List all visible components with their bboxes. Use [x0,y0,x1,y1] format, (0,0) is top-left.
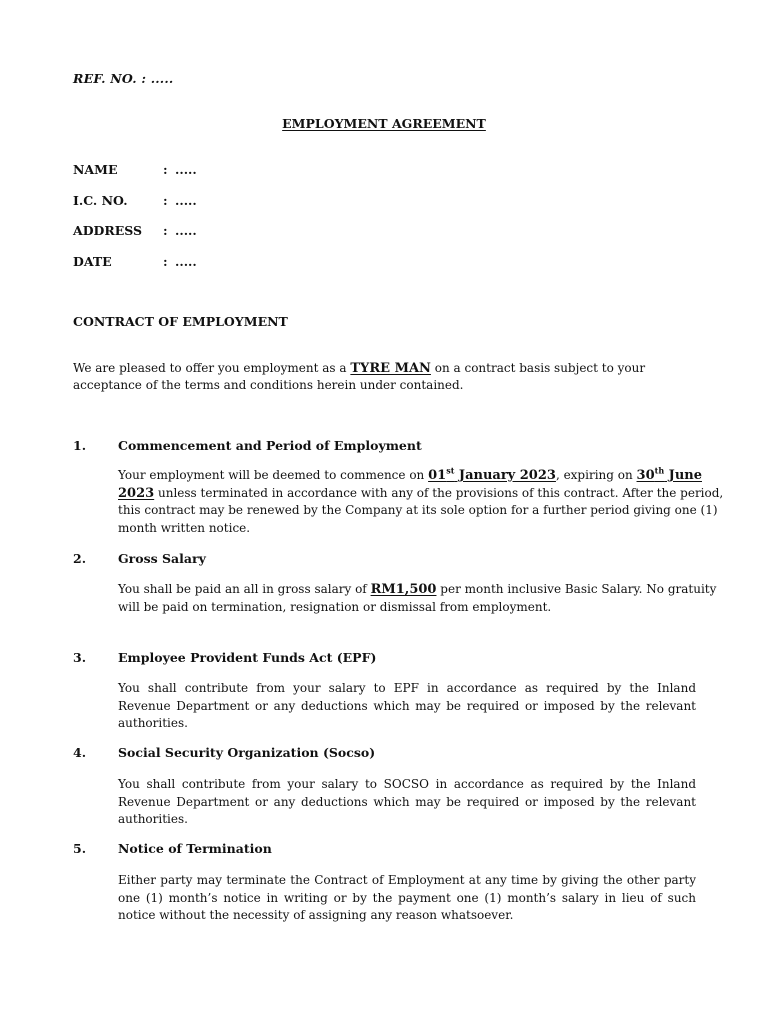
end-year: 2023 [118,485,155,501]
field-label: I.C. NO. [73,193,128,208]
paragraph-line: You shall contribute from your salary to EPF in accordance as required by the Inland [118,681,696,695]
start-month-year: January 2023 [454,468,556,483]
field-value: ..... [175,162,197,177]
start-day: 01 [428,468,447,483]
paragraph-text: , expiring on [555,468,637,482]
section-title: Commencement and Period of Employment [118,438,422,453]
field-name [73,162,197,177]
section-number: 3. [73,650,87,665]
field-label: DATE [73,254,112,269]
section-paragraph [118,465,724,537]
paragraph-line: authorities. [118,812,188,826]
end-day: 30 [636,468,655,483]
start-day-suffix: st [446,465,455,476]
section-number: 4. [73,745,87,760]
field-value: ..... [175,223,197,238]
section-title: Gross Salary [118,551,206,566]
paragraph-text: unless terminated in accordance with any of the provisions of this contract. After the period, [154,485,724,500]
intro-line [73,360,673,377]
paragraph-line [118,465,702,485]
paragraph-text: per month inclusive Basic Salary. No gratuity [436,582,717,596]
document-title: EMPLOYMENT AGREEMENT [282,116,486,131]
field-value: ..... [175,254,197,269]
paragraph-text: Your employment will be deemed to commence on [118,468,429,482]
section-paragraph [118,776,696,829]
position-title: TYRE MAN [350,361,431,376]
section-title: Employee Provident Funds Act (EPF) [118,650,377,665]
field-colon: : [163,162,168,177]
start-date [428,465,556,483]
paragraph-line: authorities. [118,716,188,730]
paragraph-line: notice without the necessity of assigning any reason whatsoever. [118,908,514,922]
field-ic-no [73,193,197,208]
section-number: 5. [73,841,87,856]
field-date [73,254,197,269]
field-label: ADDRESS [73,223,143,238]
paragraph-text: You shall be paid an all in gross salary of [118,582,371,596]
paragraph-line: Revenue Department or any deductions which may be required or imposed by the relevant [118,698,696,713]
section-title: Notice of Termination [118,841,272,856]
field-colon: : [163,193,168,208]
section-number: 1. [73,438,87,453]
field-address [73,223,197,238]
paragraph-line: one (1) month’s notice in writing or by the payment one (1) month’s salary in lieu of such [118,890,696,905]
field-value: ..... [175,193,197,208]
salary-amount: RM1,500 [370,582,437,597]
intro-line: acceptance of the terms and conditions herein under contained. [73,378,464,392]
paragraph-line: will be paid on termination, resignation or dismissal from employment. [118,599,552,614]
field-colon: : [163,223,168,238]
section-paragraph [118,581,717,616]
paragraph-line: Either party may terminate the Contract of Employment at any time by giving the other party [118,873,696,887]
intro-text: We are pleased to offer you employment as a [73,361,351,375]
section-number: 2. [73,551,87,566]
paragraph-line: You shall contribute from your salary to SOCSO in accordance as required by the Inland [118,777,696,791]
paragraph-line: this contract may be renewed by the Company at its sole option for a further period giving one (1) [118,503,718,517]
section-paragraph [118,872,696,925]
section-paragraph [118,680,696,733]
contract-heading: CONTRACT OF EMPLOYMENT [73,314,288,329]
intro-text: on a contract basis subject to your [430,361,646,375]
end-date [636,465,702,483]
section-title: Social Security Organization (Socso) [118,745,376,760]
paragraph-line [118,485,724,503]
paragraph-line: month written notice. [118,520,251,535]
end-day-suffix: th [654,465,665,476]
paragraph-line: Revenue Department or any deductions which may be required or imposed by the relevant [118,794,696,809]
intro-paragraph [73,360,673,394]
field-label: NAME [73,162,118,177]
paragraph-line [118,581,717,599]
end-month: June [664,468,702,483]
field-colon: : [163,254,168,269]
reference-number: REF. NO. : ..... [73,71,174,86]
